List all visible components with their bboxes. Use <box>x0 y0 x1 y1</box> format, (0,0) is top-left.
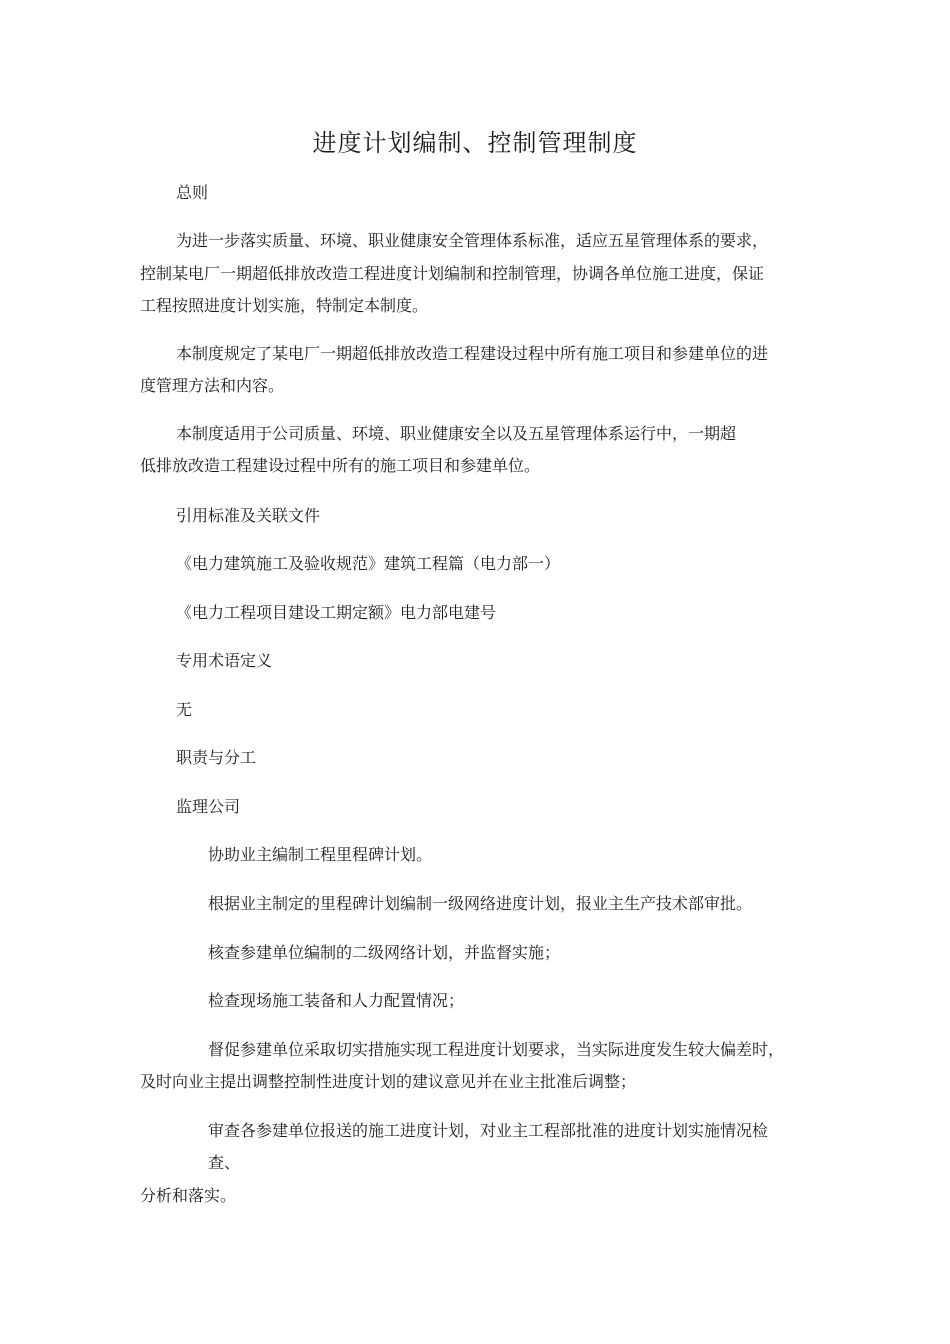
paragraph-line: 低排放改造工程建设过程中所有的施工项目和参建单位。 <box>140 456 541 475</box>
duty-item: 根据业主制定的里程碑计划编制一级网络进度计划，报业主生产技术部审批。 <box>208 894 753 913</box>
duty-item: 督促参建单位采取切实措施实现工程进度计划要求，当实际进度发生较大偏差时， <box>208 1040 785 1059</box>
duty-item: 核查参建单位编制的二级网络计划，并监督实施； <box>208 943 561 962</box>
reference-item: 《电力建筑施工及验收规范》建筑工程篇（电力部一） <box>176 554 561 573</box>
heading-general: 总则 <box>176 183 209 202</box>
terms-none: 无 <box>176 700 193 719</box>
heading-terms: 专用术语定义 <box>176 651 273 670</box>
duty-item-continued: 分析和落实。 <box>140 1186 237 1205</box>
paragraph-line: 控制某电厂一期超低排放改造工程进度计划编制和控制管理，协调各单位施工进度，保证 <box>140 264 765 283</box>
paragraph-line: 为进一步落实质量、环境、职业健康安全管理体系标准，适应五星管理体系的要求， <box>176 231 769 250</box>
duty-item: 审查各参建单位报送的施工进度计划，对业主工程部批准的进度计划实施情况检 <box>208 1121 769 1140</box>
document-title: 进度计划编制、控制管理制度 <box>312 129 638 157</box>
duty-item: 检查现场施工装备和人力配置情况； <box>208 991 465 1010</box>
duty-item-continued: 及时向业主提出调整控制性进度计划的建议意见并在业主批准后调整； <box>140 1072 637 1091</box>
reference-item: 《电力工程项目建设工期定额》电力部电建号 <box>176 603 497 622</box>
heading-supervisor: 监理公司 <box>176 797 241 816</box>
paragraph-line: 度管理方法和内容。 <box>140 376 285 395</box>
paragraph-line: 本制度规定了某电厂一期超低排放改造工程建设过程中所有施工项目和参建单位的进 <box>176 344 769 363</box>
duty-item: 协助业主编制工程里程碑计划。 <box>208 845 433 864</box>
duty-item-continued: 查、 <box>208 1153 241 1172</box>
paragraph-line: 本制度适用于公司质量、环境、职业健康安全以及五星管理体系运行中，一期超 <box>176 424 737 443</box>
paragraph-line: 工程按照进度计划实施，特制定本制度。 <box>140 296 429 315</box>
heading-duties: 职责与分工 <box>176 748 257 767</box>
heading-references: 引用标准及关联文件 <box>176 506 321 525</box>
